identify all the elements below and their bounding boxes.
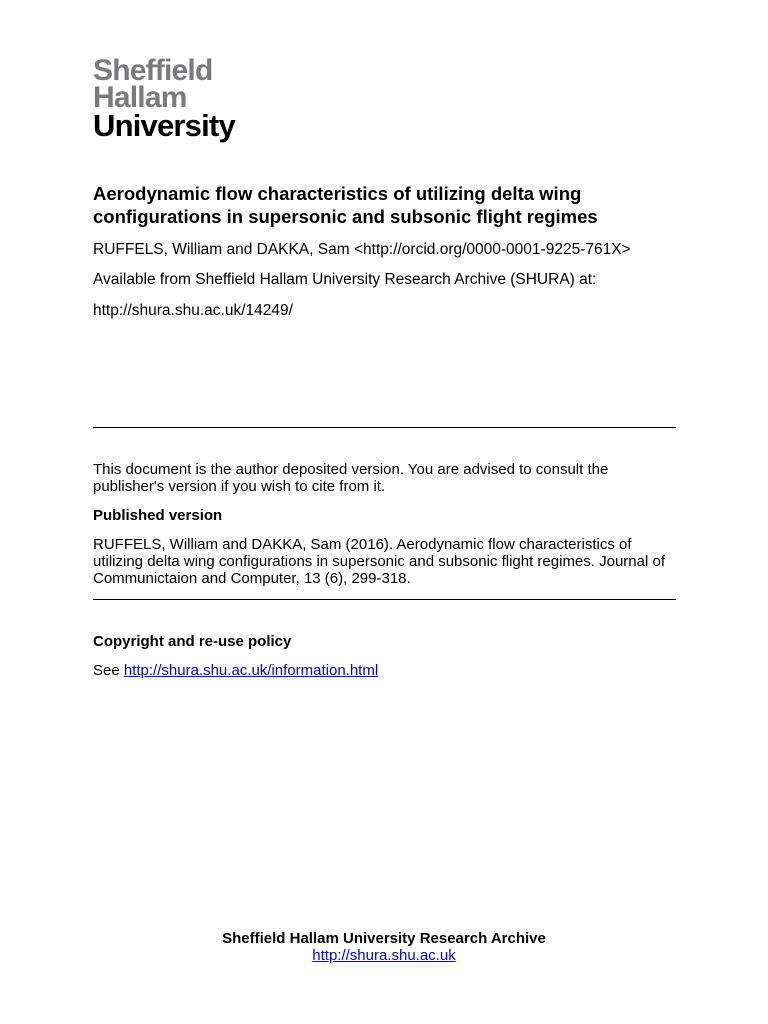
authors: RUFFELS, William and DAKKA, Sam <http://orcid.org/0000-0001-9225-761X>: [93, 241, 631, 258]
footer-archive-link[interactable]: http://shura.shu.ac.uk: [312, 947, 456, 964]
copyright-heading: Copyright and re-use policy: [93, 633, 292, 650]
deposit-notice: This document is the author deposited version. You are advised to consult the publisher's version if you wish to cite from it.: [93, 461, 609, 495]
logo-word-university: University: [93, 108, 235, 143]
information-link[interactable]: http://shura.shu.ac.uk/information.html: [123, 662, 379, 679]
archive-url: http://shura.shu.ac.uk/14249/: [93, 302, 293, 319]
document-title: Aerodynamic flow characteristics of utilizing delta wing configurations in supersonic and subsonic flight regimes: [93, 183, 598, 227]
university-logo: [93, 54, 263, 143]
logo-word-sheffield: Sheffield: [93, 54, 213, 87]
footer: [0, 930, 768, 964]
available-from: Available from Sheffield Hallam University Research Archive (SHURA) at:: [93, 271, 597, 288]
copyright-see-line: [93, 662, 378, 680]
footer-archive-name: Sheffield Hallam University Research Archive: [222, 930, 546, 947]
divider-bottom: [93, 599, 676, 600]
logo-word-hallam: Hallam: [93, 81, 187, 114]
published-citation: RUFFELS, William and DAKKA, Sam (2016). Aerodynamic flow characteristics of utilizing delta wing configurations in supersonic and subsonic flight regimes. Journal of Communictaion and Computer, 13 (6), 299-318.: [93, 536, 665, 587]
published-version-heading: Published version: [93, 507, 223, 524]
divider-top: [93, 427, 676, 428]
see-label: See: [93, 662, 120, 679]
